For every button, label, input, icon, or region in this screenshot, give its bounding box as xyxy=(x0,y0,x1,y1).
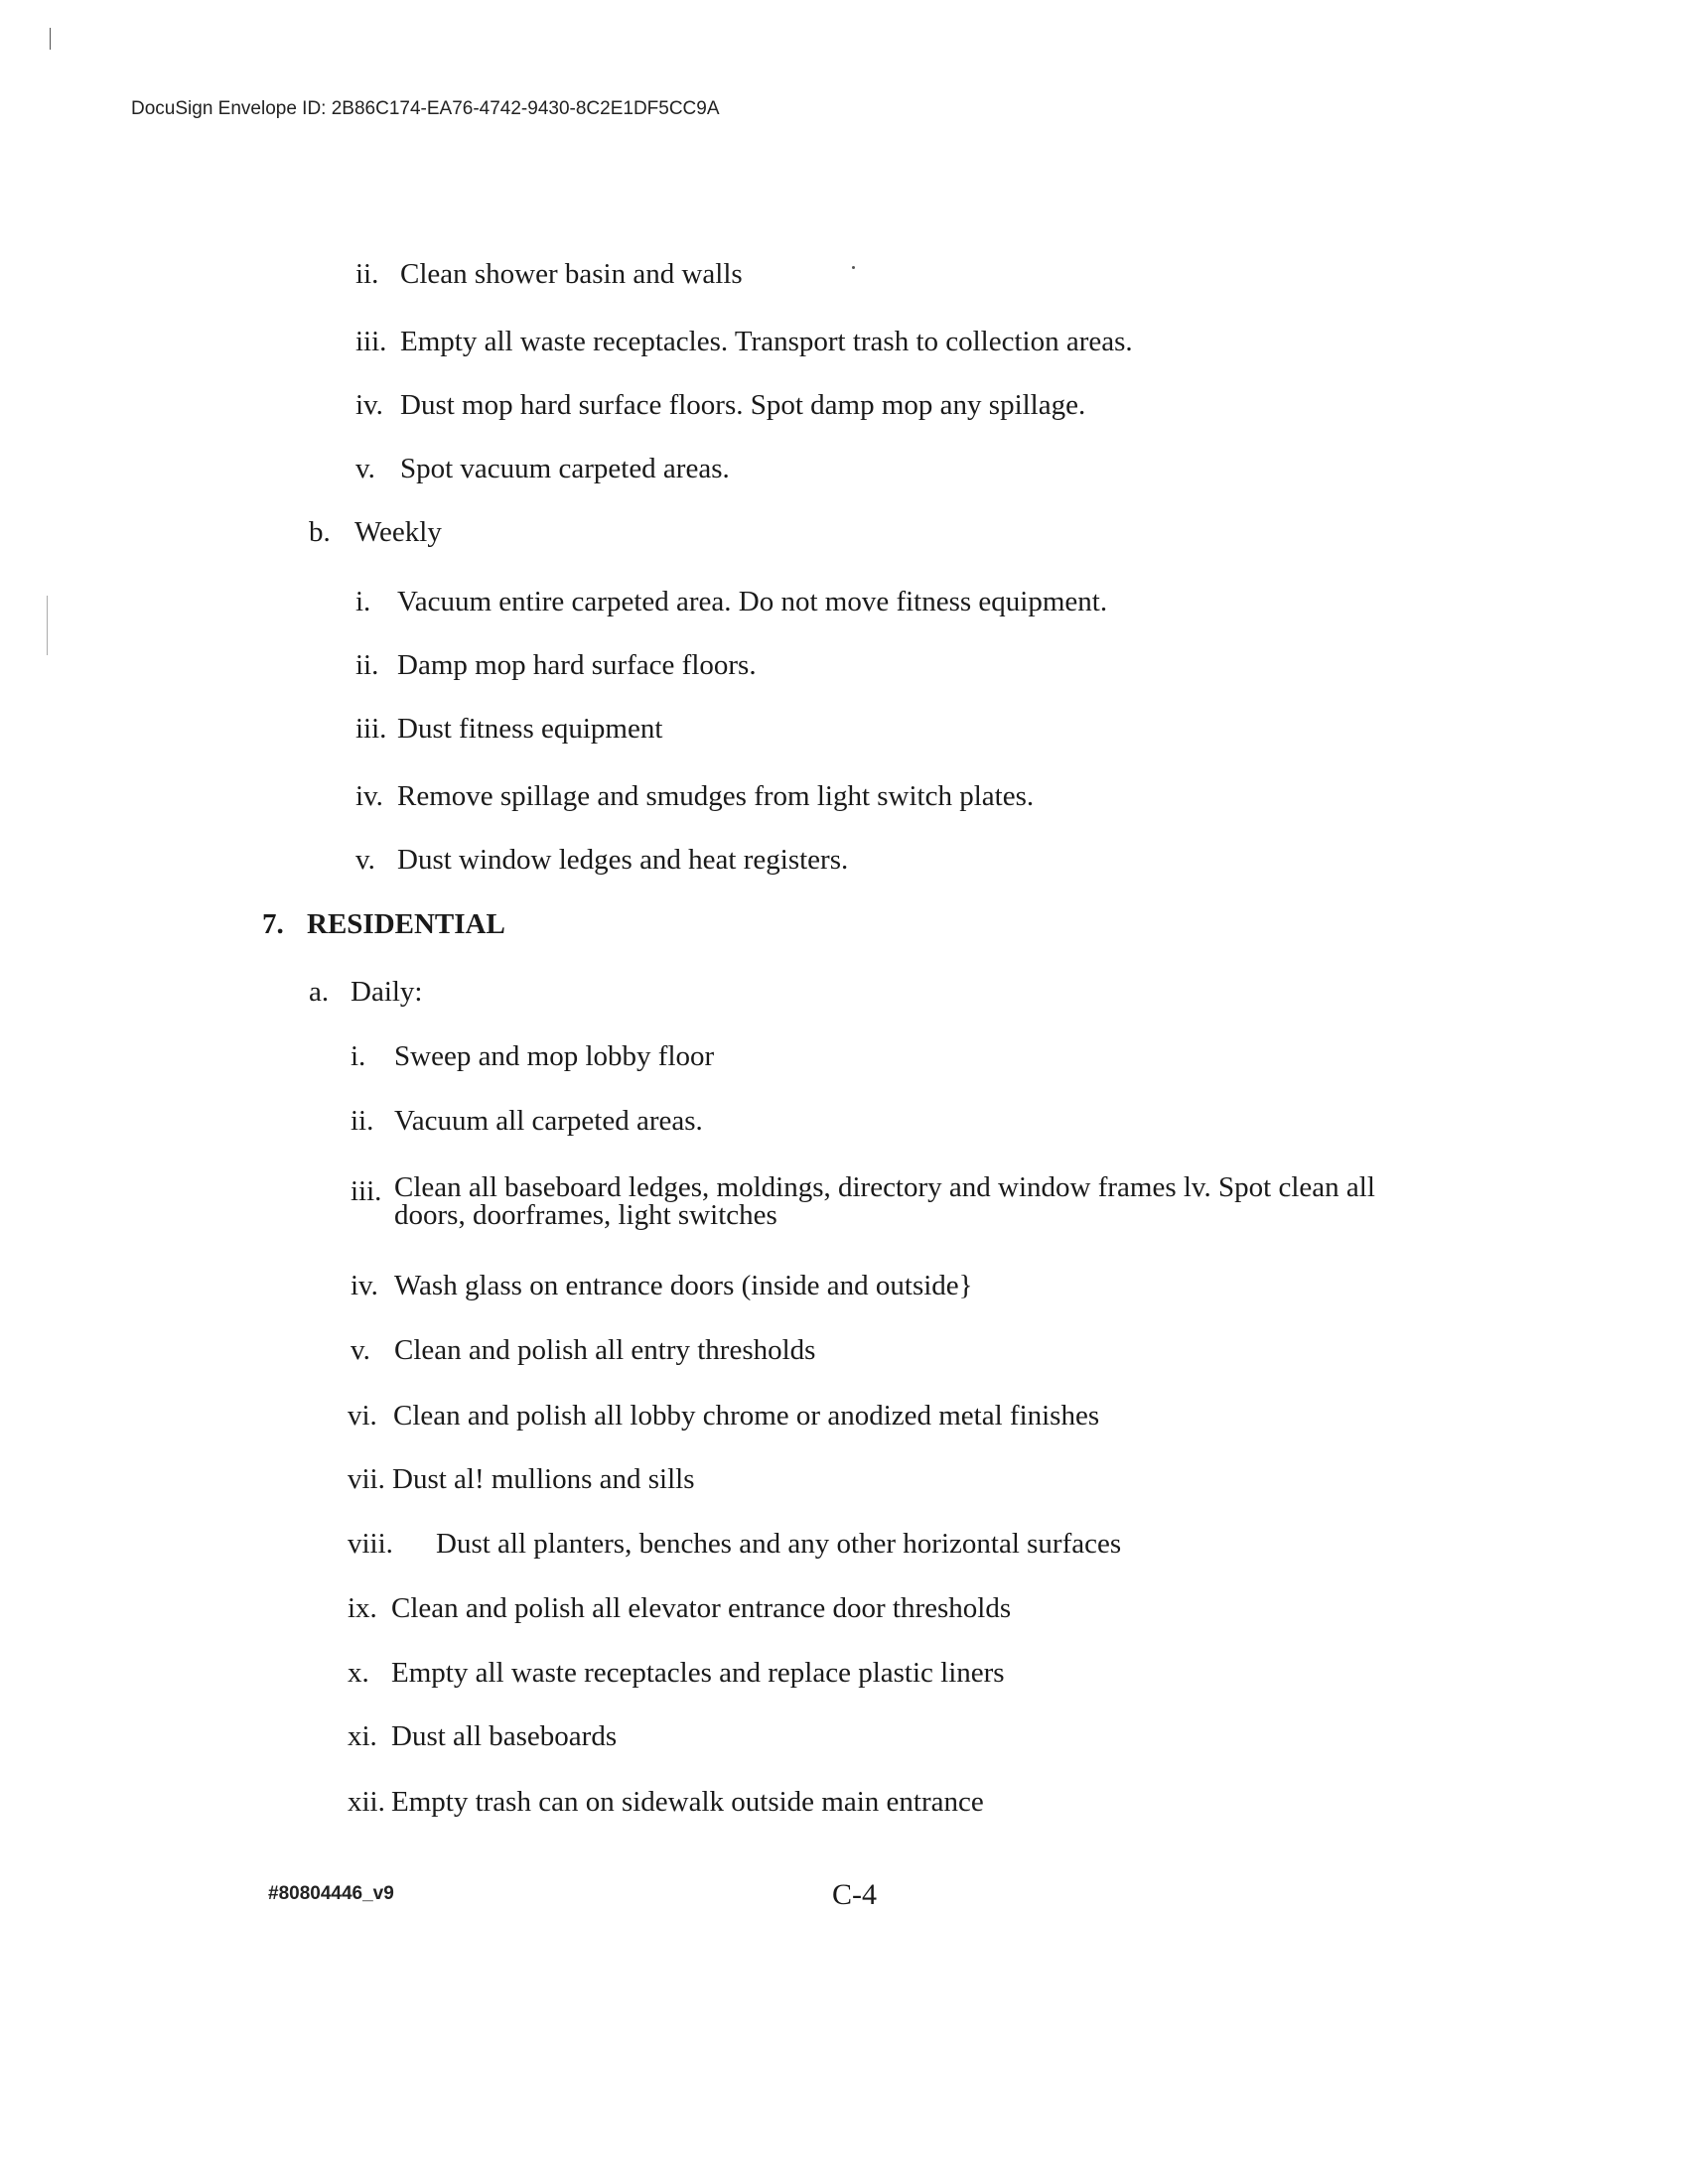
item-number: iv. xyxy=(351,1270,378,1301)
scan-edge-mark xyxy=(50,28,51,50)
document-number: #80804446_v9 xyxy=(268,1883,394,1904)
item-number: iv. xyxy=(355,389,383,421)
item-number: iii. xyxy=(355,326,387,357)
item-number: xii. xyxy=(348,1786,385,1818)
item-number: iii. xyxy=(351,1175,382,1207)
item-text: Dust window ledges and heat registers. xyxy=(397,844,849,876)
item-number: ii. xyxy=(355,258,379,290)
item-text: Empty all waste receptacles and replace plastic liners xyxy=(391,1657,1005,1689)
page-number: C-4 xyxy=(832,1878,877,1911)
item-number: xi. xyxy=(348,1720,377,1752)
item-text: Wash glass on entrance doors (inside and outside} xyxy=(394,1270,973,1301)
section-title: RESIDENTIAL xyxy=(307,908,505,940)
item-number: ii. xyxy=(355,649,379,681)
item-number: b. xyxy=(309,516,331,548)
item-number: i. xyxy=(351,1040,366,1072)
item-text: Dust all planters, benches and any other horizontal surfaces xyxy=(436,1528,1122,1560)
item-number: vii. xyxy=(348,1463,385,1495)
item-text: Dust al! mullions and sills xyxy=(392,1463,695,1495)
item-number: iv. xyxy=(355,780,383,812)
item-text: Daily: xyxy=(351,976,423,1008)
scan-edge-mark xyxy=(47,596,48,655)
item-text: Clean and polish all elevator entrance door thresholds xyxy=(391,1592,1012,1624)
item-text: Dust fitness equipment xyxy=(397,713,663,745)
item-number: ii. xyxy=(351,1105,374,1137)
item-text: Weekly xyxy=(354,516,442,548)
item-text: Empty trash can on sidewalk outside main entrance xyxy=(391,1786,984,1818)
section-number: 7. xyxy=(262,908,284,940)
item-text: Vacuum all carpeted areas. xyxy=(394,1105,703,1137)
item-text: Vacuum entire carpeted area. Do not move fitness equipment. xyxy=(397,586,1108,617)
item-number: vi. xyxy=(348,1400,377,1432)
item-number: viii. xyxy=(348,1528,393,1560)
item-text: Clean and polish all entry thresholds xyxy=(394,1334,816,1366)
scan-speck xyxy=(852,266,855,269)
item-number: v. xyxy=(355,844,375,876)
item-text: Empty all waste receptacles. Transport trash to collection areas. xyxy=(400,326,1133,357)
item-number: ix. xyxy=(348,1592,377,1624)
item-text: Remove spillage and smudges from light switch plates. xyxy=(397,780,1035,812)
item-number: v. xyxy=(355,453,375,484)
item-text: Sweep and mop lobby floor xyxy=(394,1040,715,1072)
item-text: Dust all baseboards xyxy=(391,1720,618,1752)
item-text: Clean shower basin and walls xyxy=(400,258,743,290)
item-number: iii. xyxy=(355,713,387,745)
item-number: x. xyxy=(348,1657,369,1689)
item-text: Spot vacuum carpeted areas. xyxy=(400,453,730,484)
docusign-envelope-id: DocuSign Envelope ID: 2B86C174-EA76-4742-9430-8C2E1DF5CC9A xyxy=(131,98,720,119)
item-number: v. xyxy=(351,1334,370,1366)
item-text: Dust mop hard surface floors. Spot damp mop any spillage. xyxy=(400,389,1086,421)
item-number: a. xyxy=(309,976,330,1008)
item-text: Clean and polish all lobby chrome or anodized metal finishes xyxy=(393,1400,1100,1432)
item-text: Damp mop hard surface floors. xyxy=(397,649,757,681)
item-number: i. xyxy=(355,586,371,617)
item-text: Clean all baseboard ledges, moldings, directory and window frames lv. Spot clean all doors, doorframes, light switches xyxy=(394,1171,1375,1231)
